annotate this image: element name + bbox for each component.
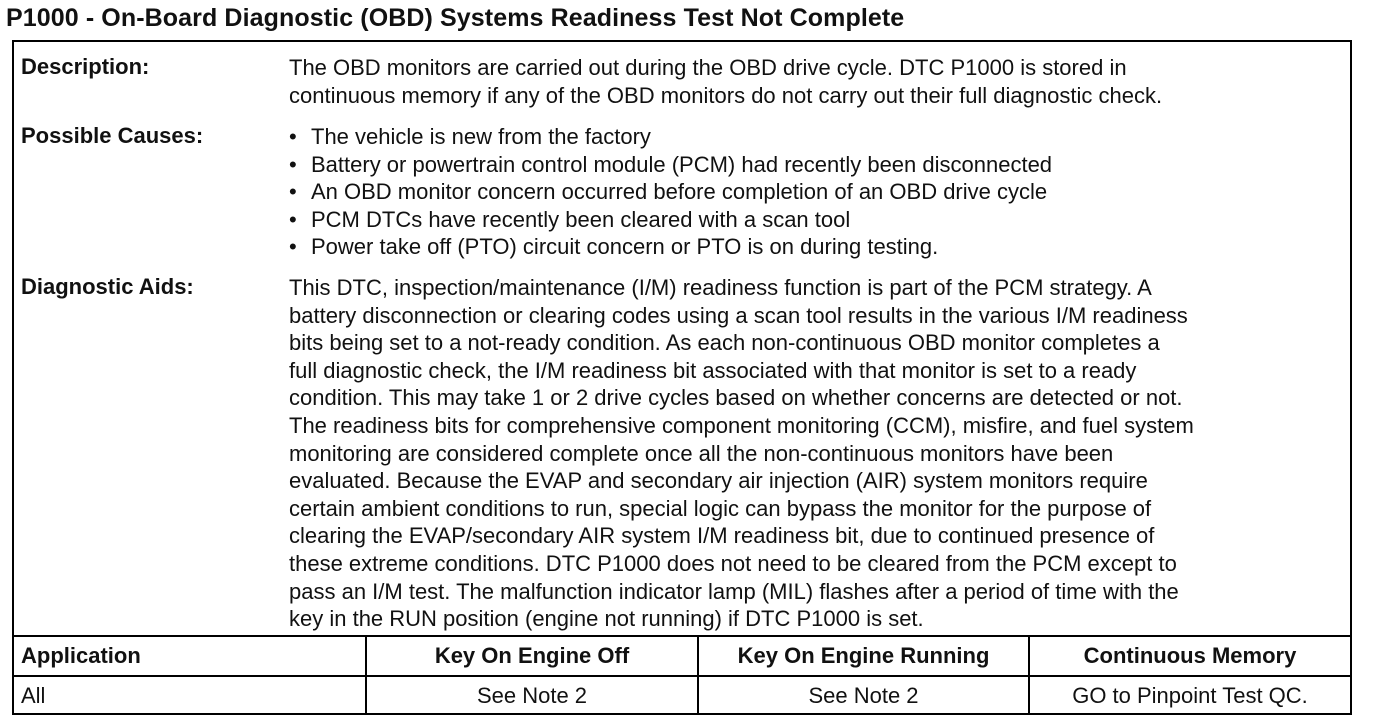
cause-text: An OBD monitor concern occurred before completion of an OBD drive cycle [311,179,1048,205]
cause-text: Power take off (PTO) circuit concern or PTO is on during testing. [311,234,939,260]
diagnostic-table [12,40,1352,715]
cause-item [289,233,1344,261]
cause-text: The vehicle is new from the factory [311,124,651,149]
possible-causes-list-wrap [289,123,1344,261]
bullet-icon: • [289,179,297,205]
description-text [289,54,1344,109]
bullet-icon: • [289,206,297,232]
diagnostic-aids-label: Diagnostic Aids: [21,274,194,299]
cause-item [289,151,1344,179]
diagnostic-aids-line: battery disconnection or clearing codes using a scan tool results in the various I/M readiness [289,302,1188,328]
description-label: Description: [21,54,150,79]
diagnostic-aids-line: key in the RUN position (engine not running) if DTC P1000 is set. [289,606,924,632]
bullet-icon: • [289,234,297,260]
diagnostic-aids-line: certain ambient conditions to run, special logic can bypass the monitor for the purpose of [289,495,1152,521]
possible-causes-list [289,123,1344,261]
bullet-icon: • [289,151,297,177]
diagnostic-aids-line: condition. This may take 1 or 2 drive cycles based on whether concerns are detected or not. [289,385,1183,411]
cell-continuous-memory: GO to Pinpoint Test QC. [1072,683,1308,708]
cause-text: PCM DTCs have recently been cleared with a scan tool [311,206,851,232]
application-table [14,635,1350,713]
diagnostic-aids-line: these extreme conditions. DTC P1000 does not need to be cleared from the PCM except to [289,550,1177,576]
header-continuous-memory: Continuous Memory [1083,643,1297,668]
diagnostic-aids-line: pass an I/M test. The malfunction indicator lamp (MIL) flashes after a period of time with the [289,578,1179,604]
header-key-on-engine-off: Key On Engine Off [434,643,630,668]
cause-item [289,206,1344,234]
possible-causes-label: Possible Causes: [21,123,204,148]
description-line: continuous memory if any of the OBD monitors do not carry out their full diagnostic check. [289,82,1163,108]
cause-item [289,178,1344,206]
cell-key-on-engine-running: See Note 2 [808,683,919,708]
diagnostic-aids-line: This DTC, inspection/maintenance (I/M) readiness function is part of the PCM strategy. A [289,275,1152,300]
cell-application: All [21,683,46,708]
header-application: Application [21,643,141,668]
diagnostic-aids-line: full diagnostic check, the I/M readiness bit associated with that monitor is set to a ready [289,357,1137,383]
diagnostic-aids-text [289,274,1344,633]
description-line: The OBD monitors are carried out during the OBD drive cycle. DTC P1000 is stored in [289,55,1127,80]
cell-key-on-engine-off: See Note 2 [476,683,588,708]
diagnostic-aids-line: monitoring are considered complete once all the non-continuous monitors have been [289,440,1114,466]
bullet-icon: • [289,124,297,149]
page-title: P1000 - On-Board Diagnostic (OBD) Systems Readiness Test Not Complete [6,4,905,32]
diagnostic-aids-line: evaluated. Because the EVAP and secondary air injection (AIR) system monitors require [289,468,1148,494]
cause-item [289,123,1344,151]
diagnostic-aids-line: The readiness bits for comprehensive component monitoring (CCM), misfire, and fuel system [289,412,1194,438]
diagnostic-aids-line: bits being set to a not-ready condition. As each non-continuous OBD monitor completes a [289,330,1160,356]
cause-text: Battery or powertrain control module (PCM) had recently been disconnected [311,151,1053,177]
header-key-on-engine-running: Key On Engine Running [737,643,990,668]
diagnostic-aids-line: clearing the EVAP/secondary AIR system I/M readiness bit, due to continued presence of [289,523,1155,549]
